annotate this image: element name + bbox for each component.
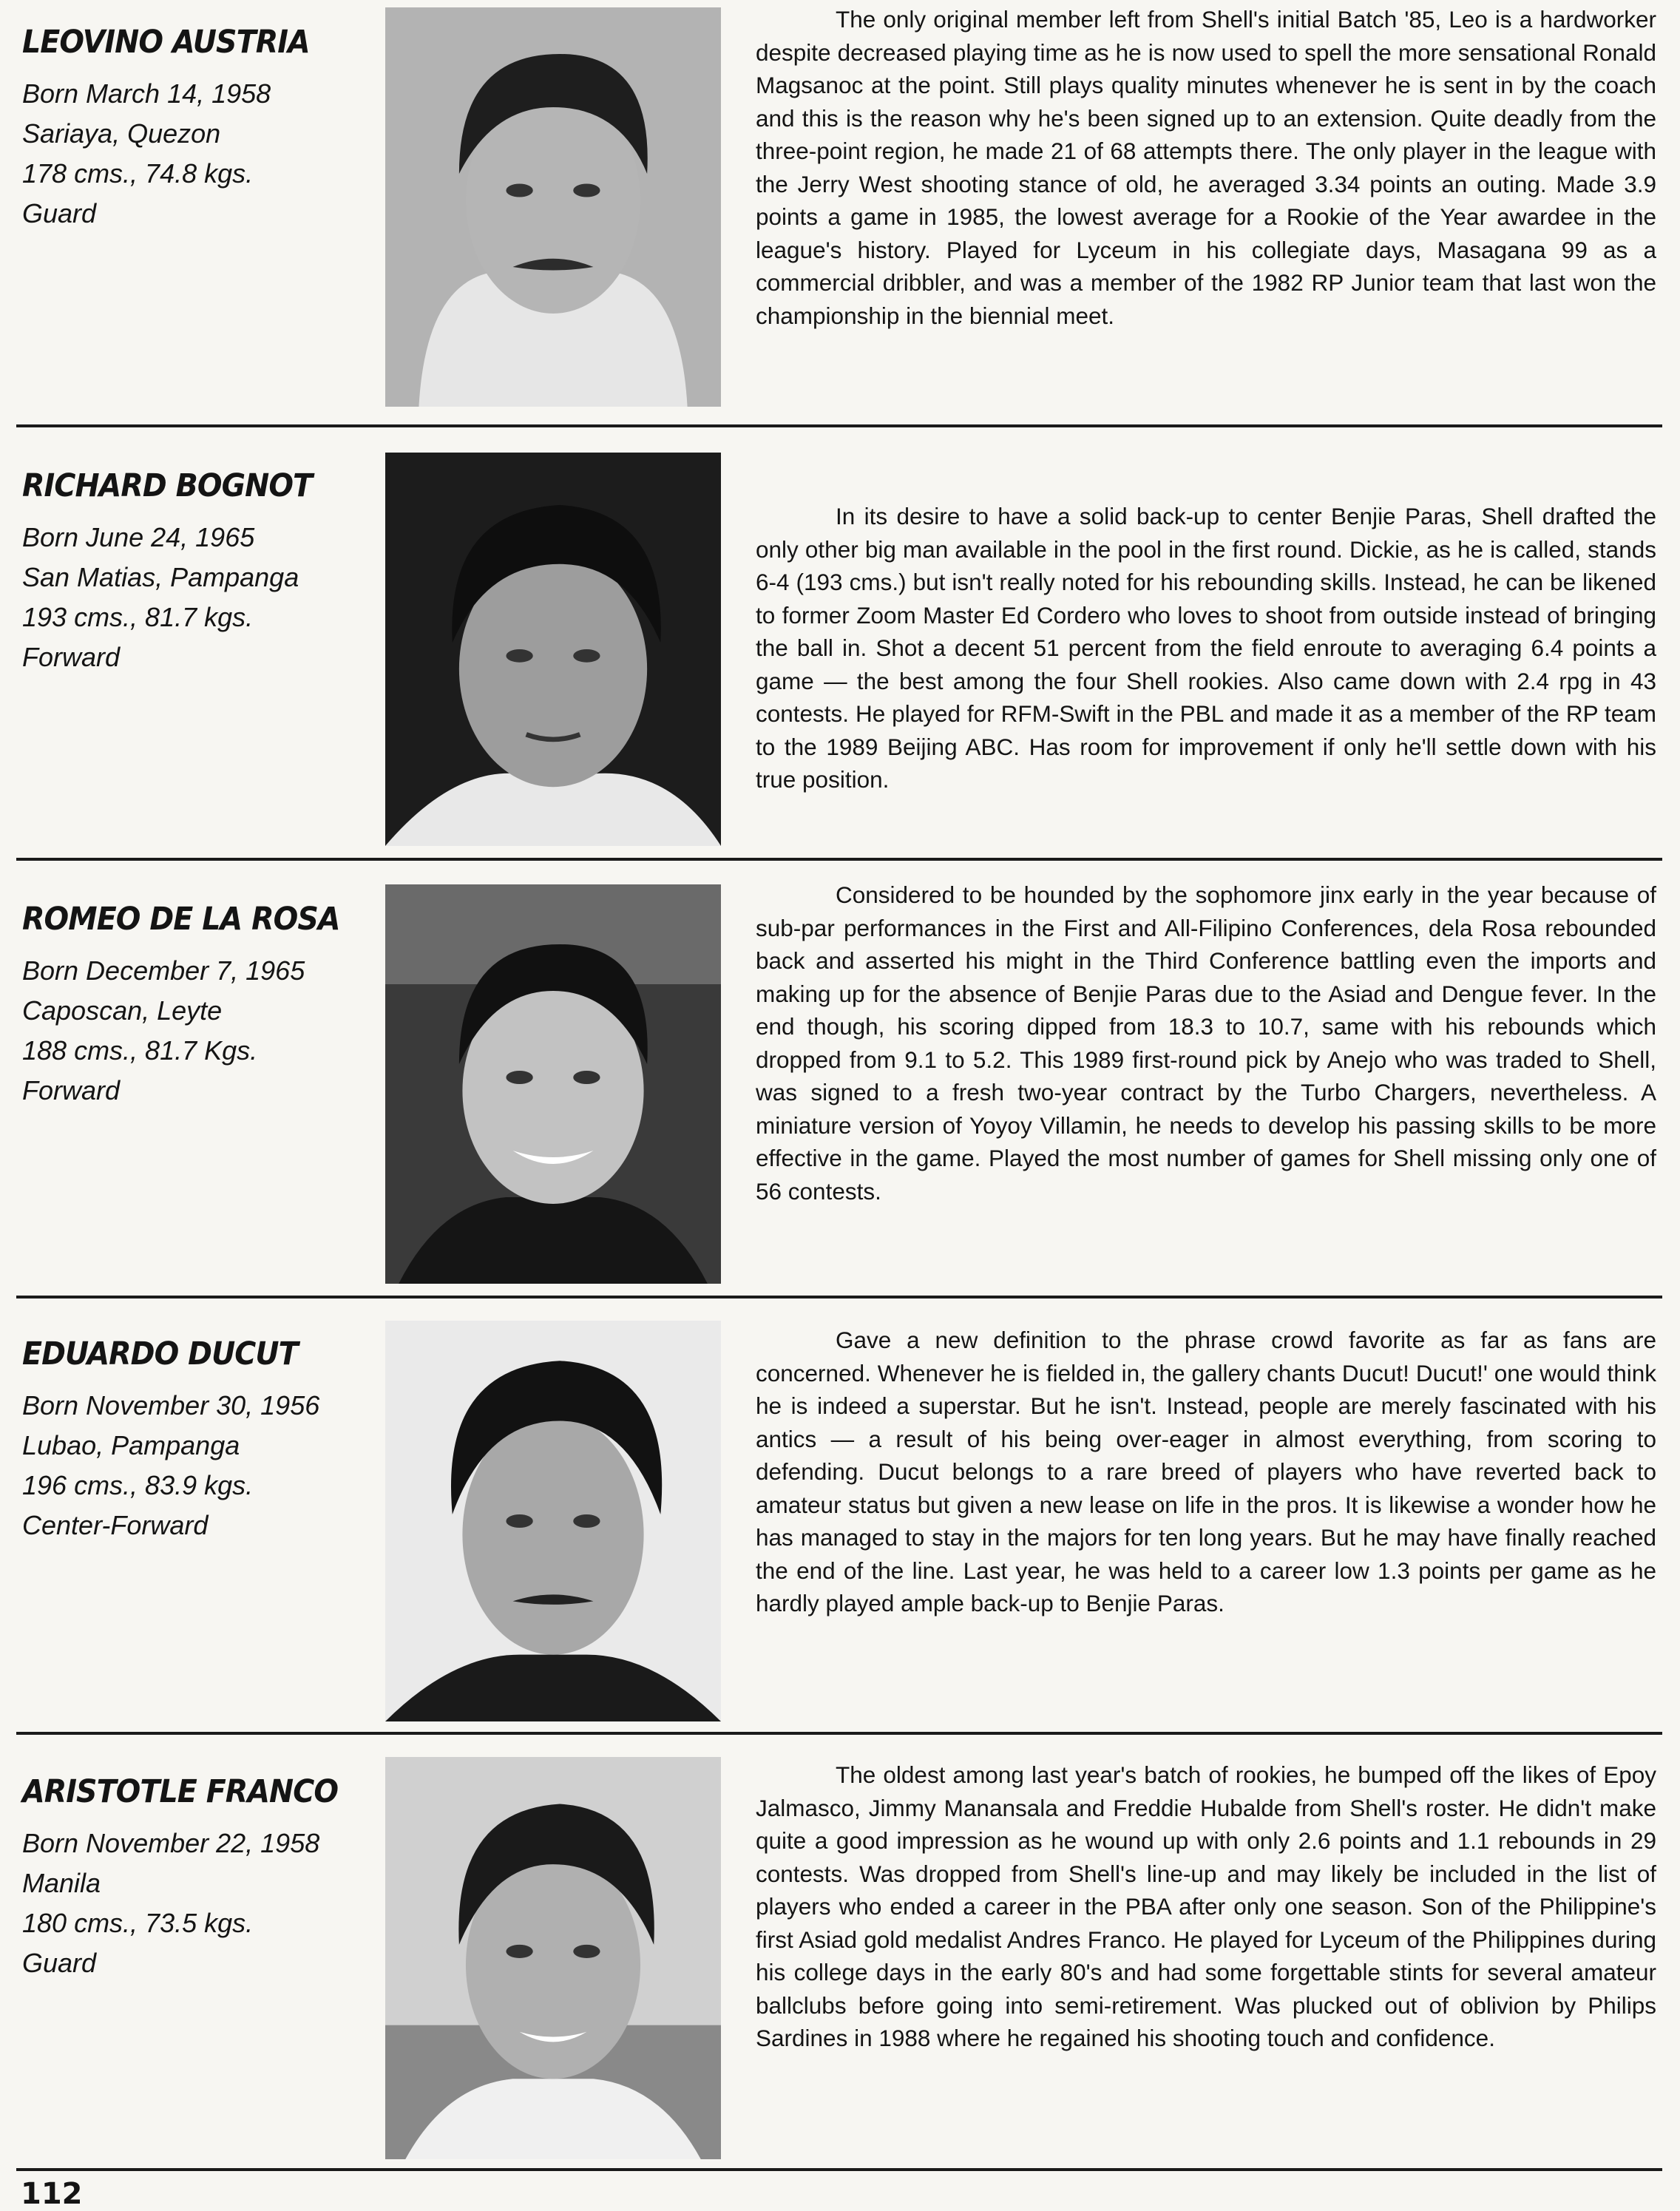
player-birthplace: Manila	[22, 1868, 101, 1898]
player-position: Guard	[22, 198, 97, 228]
section-divider	[16, 858, 1662, 861]
player-name: ARISTOTLE FRANCO	[22, 1773, 339, 1810]
player-bio: The oldest among last year's batch of rookies, he bumped off the likes of Epoy Jalmasco, Jimmy Manansala and Freddie Hubalde from Shell's roster. He didn't make quite a good impression as he wound up with only 2.6 points and 1.1 rebounds in 29 contests. Was dropped from Shell's line-up and may likely be included in the list of players who ended a career in the PBA after only one season. Son of the Philippine's first Asiad gold medalist Andres Franco. He played for Lyceum of the Philippines during his college days in the early 80's and had some forgettable stints for several amateur ballclubs before going into semi-retirement. Was plucked out of oblivion by Philips Sardines in 1988 where he regained his shooting touch and confidence.	[756, 1761, 1656, 2051]
player-position: Forward	[22, 1075, 121, 1106]
page-number: 112	[21, 2177, 83, 2211]
player-position: Guard	[22, 1948, 97, 1978]
player-bio: Gave a new definition to the phrase crowd favorite as far as fans are concerned. Whenever he is fielded in, the gallery chants Ducut! Ducut!' one would think he is indeed a superstar. But he isn't. Instead, people are merely fascinated with his antics — a result of his being over-eager in almost everything, from scoring to defending. Ducut belongs to a rare breed of players who have reverted back to amateur status but given a new lease on life in the pros. It is likewise a wonder how he has managed to stay in the majors for ten long years. But he may have finally reached the end of the line. Last year, he was held to a career low 1.3 points per game as he hardly played ample back-up to Benjie Paras.	[756, 1327, 1656, 1616]
player-birthdate: Born June 24, 1965	[22, 522, 255, 552]
player-name: LEOVINO AUSTRIA	[22, 24, 310, 61]
player-measurements: 188 cms., 81.7 Kgs.	[22, 1035, 258, 1066]
player-portrait-photo	[385, 884, 721, 1284]
player-bio: The only original member left from Shell's initial Batch '85, Leo is a hardworker despite decreased playing time as he is now used to spell the more sensational Ronald Magsanoc at the point. Still plays quality minutes whenever he is sent in by the coach and this is the reason why he's been signed up to an extension. Quite deadly from the three-point region, he made 21 of 68 attempts there. The only player in the league with the Jerry West shooting stance of old, he averaged 3.34 points an outing. Made 3.9 points a game in 1985, the lowest average for a Rookie of the Year awardee in the league's history. Played for Lyceum in his collegiate days, Masagana 99 as a commercial dribbler, and was a member of the 1982 RP Junior team that last won the championship in the biennial meet.	[756, 6, 1656, 329]
player-portrait-photo	[385, 1321, 721, 1721]
player-measurements: 178 cms., 74.8 kgs.	[22, 158, 254, 189]
section-divider	[16, 424, 1662, 427]
player-position: Forward	[22, 642, 121, 672]
player-birthplace: Sariaya, Quezon	[22, 118, 221, 149]
player-measurements: 193 cms., 81.7 kgs.	[22, 602, 254, 632]
player-info	[22, 901, 370, 1111]
player-birthdate: Born November 30, 1956	[22, 1390, 320, 1421]
section-divider	[16, 1732, 1662, 1735]
player-name: ROMEO DE LA ROSA	[22, 901, 340, 938]
player-birthdate: Born March 14, 1958	[22, 78, 271, 109]
player-birthplace: Caposcan, Leyte	[22, 995, 223, 1026]
player-bio: In its desire to have a solid back-up to center Benjie Paras, Shell drafted the only other big man available in the pool in the first round. Dickie, as he is called, stands 6-4 (193 cms.) but isn't really noted for his rebounding skills. Instead, he can be likened to former Zoom Master Ed Cordero who loves to shoot from outside instead of bringing the ball in. Shot a decent 51 percent from the field enroute to averaging 6.4 points a game — the best among the four Shell rookies. Also came down with 2.4 rpg in 43 contests. He played for RFM-Swift in the PBL and made it as a member of the RP team to the 1989 Beijing ABC. Has room for improvement if only he'll settle down with his true position.	[756, 503, 1656, 793]
player-portrait-photo	[385, 7, 721, 407]
player-info	[22, 1335, 370, 1545]
player-name: EDUARDO DUCUT	[22, 1335, 298, 1372]
section-divider	[16, 1296, 1662, 1299]
player-portrait-photo	[385, 453, 721, 846]
player-position: Center-Forward	[22, 1510, 209, 1540]
player-birthdate: Born November 22, 1958	[22, 1828, 320, 1858]
player-info	[22, 467, 370, 677]
player-measurements: 180 cms., 73.5 kgs.	[22, 1908, 254, 1938]
player-info	[22, 1773, 370, 1983]
player-birthplace: San Matias, Pampanga	[22, 562, 299, 592]
player-portrait-photo	[385, 1757, 721, 2159]
player-measurements: 196 cms., 83.9 kgs.	[22, 1470, 254, 1500]
player-info	[22, 24, 370, 234]
player-name: RICHARD BOGNOT	[22, 467, 313, 504]
player-birthdate: Born December 7, 1965	[22, 955, 305, 986]
player-bio: Considered to be hounded by the sophomore jinx early in the year because of sub-par performances in the First and All-Filipino Conferences, dela Rosa rebounded back and asserted his might in the Third Conference battling even the imports and making up for the absence of Benjie Paras due to the Asiad and Dengue fever. In the end though, his scoring dipped from 18.3 to 10.7, same with his rebounds which dropped from 9.1 to 5.2. This 1989 first-round pick by Anejo who was traded to Shell, was signed to a fresh two-year contract by the Turbo Chargers, nevertheless. A miniature version of Yoyoy Villamin, he needs to develop his passing skills to be more effective in the game. Played the most number of games for Shell missing only one of 56 contests.	[756, 881, 1656, 1205]
player-birthplace: Lubao, Pampanga	[22, 1430, 240, 1460]
section-divider	[16, 2168, 1662, 2171]
